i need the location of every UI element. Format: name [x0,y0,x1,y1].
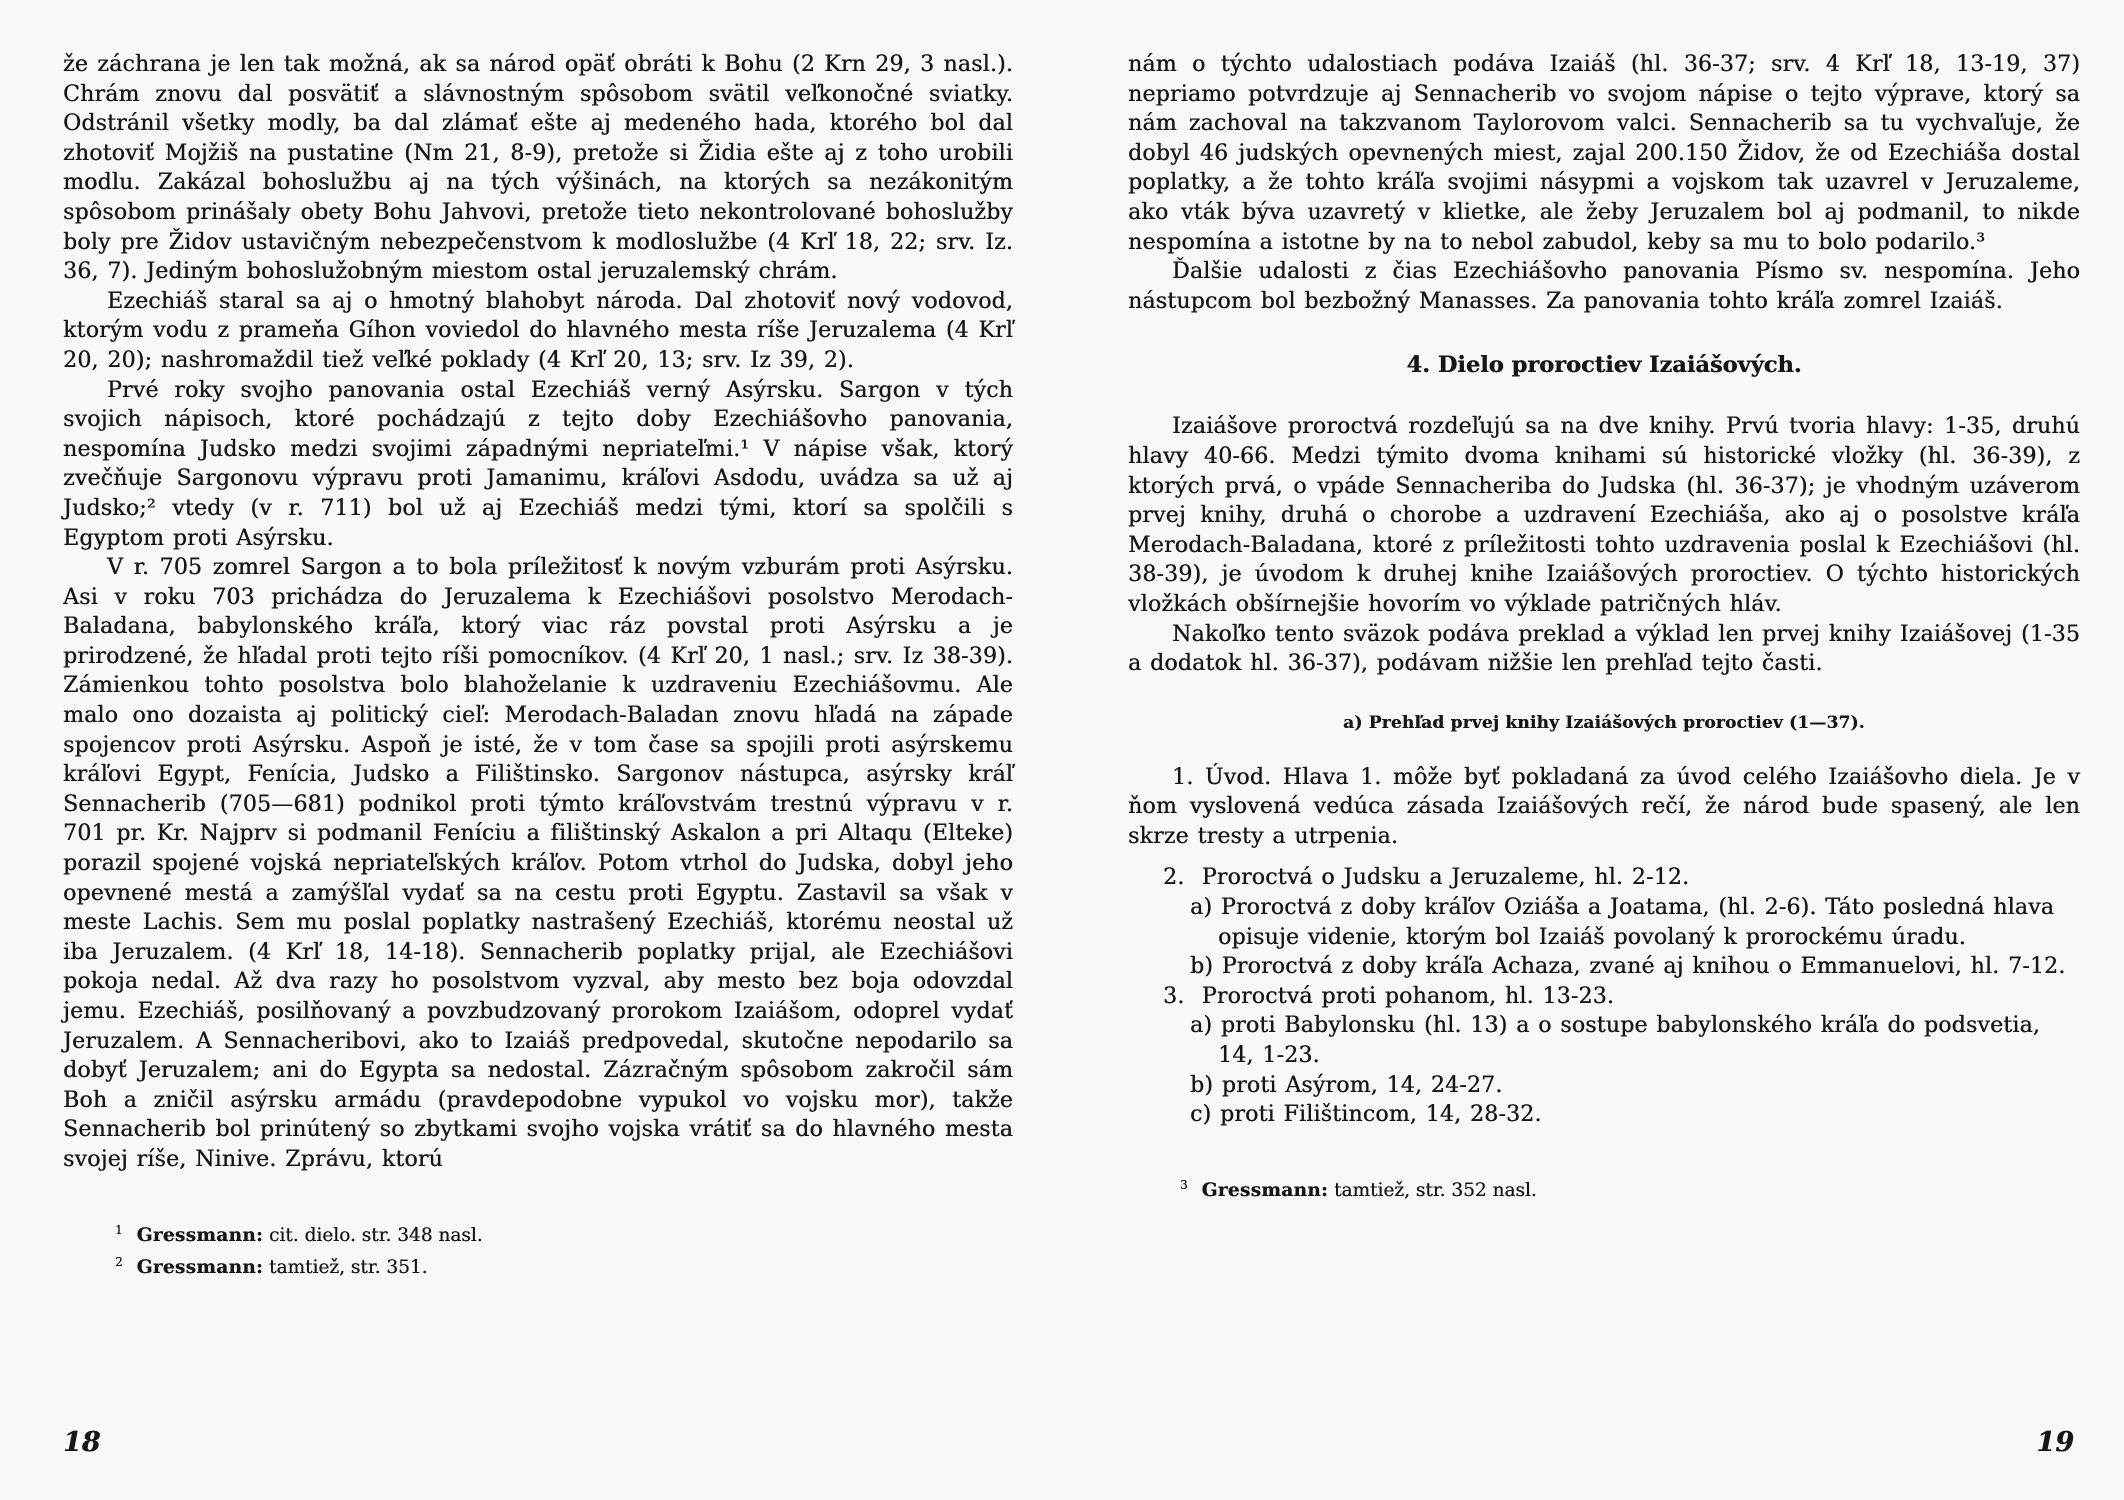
list-item-text: proti Asýrom, 14, 24-27. [1221,1072,1503,1098]
footnote [115,1217,1013,1249]
list-item [1128,1100,2080,1130]
page-number-left: 18 [63,1427,101,1458]
paragraph: Izaiášove proroctvá rozdeľujú sa na dve knihy. Prvú tvoria hlavy: 1-35, druhú hlavy 40-66. Medzi týmito dvoma knihami sú historické vložky (hl. 36-39), z ktorých prvá, o vpáde Sennacheriba do Judska (hl. 36-37); je vhodným uzáverom prvej knihy, druhá o chorobe a uzdravení Ezechiáša, ako aj o posolstve kráľa Merodach-Baladana, ktoré z príležitosti tohto uzdravenia poslal k Ezechiášovi (hl. 38-39), je úvodom k druhej knihe Izaiášových proroctiev. O týchto historických vložkách obšírnejšie hovorím vo výklade patričných hláv. [1128,414,2080,617]
list-item-text: Proroctvá z doby kráľov Oziáša a Joatama, (hl. 2-6). Táto posledná hlava opisuje videnie, ktorým bol Izaiáš povolaný k prorockému úradu. [1218,895,2055,950]
list-item-label: 3. [1163,983,1185,1009]
footnote-marker: 3 [1180,1177,1188,1192]
footnote-author: Gressmann: [1201,1179,1329,1201]
list-item [1128,952,2080,982]
list-item [1128,982,2080,1012]
left-page [63,0,1013,1500]
paragraph: nám o týchto udalostiach podáva Izaiáš (hl. 36-37; srv. 4 Krľ 18, 13-19, 37) nepriamo potvrdzuje aj Sennacherib vo svojom nápise o tejto výprave, ktorý sa nám zachoval na takzvanom Taylorovom valci. Sennacherib sa tu vychvaľuje, že dobyl 46 judských opevnených miest, zajal 200.150 Židov, že od Ezechiáša dostal poplatky, a že tohto kráľa svojimi násypmi a vojskom tak uzavrel v Jeruzaleme, ako vták býva uzavretý v klietke, ale žeby Jeruzalem bol aj podmanil, to nikde nespomína a istotne by na to nebol zabudol, keby sa mu to bolo podarilo.³ [1128,52,2080,255]
right-footnotes [1128,1172,2080,1204]
paragraph: že záchrana je len tak možná, ak sa národ opäť obráti k Bohu (2 Krn 29, 3 nasl.). Chrám znovu dal posvätiť a slávnostným spôsobom svätil veľkonočné sviatky. Odstránil všetky modly, ba dal zlámať ešte aj medeného hada, ktorého bol dal zhotoviť Mojžiš na pustatine (Nm 21, 8-9), pretože si Židia ešte aj z toho urobili modlu. Zakázal bohoslužbu aj na tých výšinách, na ktorých sa nezákonitým spôsobom prinášaly obety Bohu Jahvovi, pretože tieto nekontrolované bohoslužby boly pre Židov ustavičným nebezpečenstvom k modloslužbe (4 Krľ 18, 22; srv. Iz. 36, 7). Jediným bohoslužobným miestom ostal jeruzalemský chrám. [63,52,1013,285]
paragraph: Prvé roky svojho panovania ostal Ezechiáš verný Asýrsku. Sargon v tých svojich nápisoch, ktoré pochádzajú z tejto doby Ezechiášovho panovania, nespomína Judsko medzi svojimi západnými nepriateľmi.¹ V nápise však, ktorý zvečňuje Sargonovu výpravu proti Jamanimu, kráľovi Asdodu, uvádza sa už aj Judsko;² vtedy (v r. 711) bol už aj Ezechiáš medzi tými, ktorí sa spolčili s Egyptom proti Asýrsku. [63,377,1013,551]
footnote-marker: 1 [115,1222,123,1237]
list-item-text: Proroctvá proti pohanom, hl. 13-23. [1201,983,1615,1009]
list-item-text: Proroctvá z doby kráľa Achaza, zvané aj knihou o Emmanuelovi, hl. 7-12. [1221,954,2066,980]
list-item [1128,893,2080,952]
footnote-text: tamtiež, str. 351. [268,1256,428,1278]
list-item-label: a) [1190,1013,1213,1039]
footnote-author: Gressmann: [136,1256,264,1278]
left-page-body [63,0,1013,1175]
footnote [115,1249,1013,1281]
paragraph: Nakoľko tento sväzok podáva preklad a výklad len prvej knihy Izaiášovej (1-35 a dodatok hl. 36-37), podávam nižšie len prehľad tejto časti. [1128,621,2080,677]
footnote-text: tamtiež, str. 352 nasl. [1333,1179,1537,1201]
list-item-label: c) [1190,1102,1212,1128]
subsection-heading: a) Prehľad prvej knihy Izaiášových proroctiev (1—37). [1343,712,1865,733]
list-item-label: 2. [1163,865,1185,891]
list-item-label: a) [1190,895,1213,921]
paragraph: Ezechiáš staral sa aj o hmotný blahobyt národa. Dal zhotoviť nový vodovod, ktorým vodu z prameňa Gíhon voviedol do hlavného mesta ríše Jeruzalema (4 Krľ 20, 20); nashromaždil tiež veľké poklady (4 Krľ 20, 13; srv. Iz 39, 2). [63,288,1013,373]
footnote-marker: 2 [115,1254,123,1269]
list-item-text: proti Babylonsku (hl. 13) a o sostupe babylonského kráľa do podsvetia, 14, 1-23. [1218,1013,2040,1069]
page-number-right: 19 [2036,1427,2074,1458]
paragraph: V r. 705 zomrel Sargon a to bola príležitosť k novým vzburám proti Asýrsku. Asi v roku 703 prichádza do Jeruzalema k Ezechiášovi posolstvo Merodach-Baladana, babylonského kráľa, ktorý viac ráz povstal proti Asýrsku a je prirodzené, že hľadal proti tejto ríši pomocníkov. (4 Krľ 20, 1 nasl.; srv. Iz 38-39). Zámienkou tohto posolstva bolo blahoželanie k uzdraveniu Ezechiášovmu. Ale malo ono dozaista aj politický cieľ: Merodach-Baladan znovu hľadá na západe spojencov proti Asýrsku. Aspoň je isté, že v tom čase sa spojili proti asýrskemu kráľovi Egypt, Fenícia, Judsko a Filištinsko. Sargonov nástupca, asýrsky kráľ Sennacherib (705—681) podnikol proti týmto kráľovstvám trestnú výpravu v r. 701 pr. Kr. Najprv si podmanil Feníciu a filištinský Askalon a pri Altaqu (Elteke) porazil spojené vojská nepriateľských kráľov. Potom vtrhol do Judska, dobyl jeho opevnené mestá a zamýšľal vydať sa na cestu proti Egyptu. Zastavil sa však v meste Lachis. Sem mu poslal poplatky nastrašený Ezechiáš, ktorému neostal už iba Jeruzalem. (4 Krľ 18, 14-18). Sennacherib poplatky prijal, ale Ezechiášovi pokoja nedal. Až dva razy ho posolstvom vyzval, aby mesto bez boja odovzdal jemu. Ezechiáš, posilňovaný a povzbudzovaný prorokom Izaiášom, odoprel vydať Jeruzalem. A Sennacheribovi, ako to Izaiáš predpovedal, skutočne nepodarilo sa dobyť Jeruzalem; ani do Egypta sa nedostal. Zázračným spôsobom zakročil sám Boh a zničil asýrsku armádu (pravdepodobne vypukol vo vojsku mor), takže Sennacherib bol prinútený so zbytkami svojho vojska vrátiť sa do hlavného mesta svojej ríše, Ninive. Zprávu, ktorú [63,555,1013,1172]
list-item [1128,1071,2080,1101]
left-footnotes [63,1217,1013,1281]
footnote [1180,1172,2080,1204]
footnote-text: cit. dielo. str. 348 nasl. [268,1224,483,1246]
list-intro-item: 1. Úvod. Hlava 1. môže byť pokladaná za úvod celého Izaiášovho diela. Je v ňom vyslovená vedúca zásada Izaiášových rečí, že národ bude spasený, ale len skrze tresty a utrpenia. [1128,764,2080,849]
section-heading: 4. Dielo proroctiev Izaiášových. [1406,352,1802,379]
list-item-label: b) [1190,954,1214,980]
list-item-text: Proroctvá o Judsku a Jeruzaleme, hl. 2-12. [1201,865,1690,891]
paragraph: Ďalšie udalosti z čias Ezechiášovho panovania Písmo sv. nespomína. Jeho nástupcom bol bezbožný Manasses. Za panovania tohto kráľa zomrel Izaiáš. [1128,259,2080,314]
footnote-author: Gressmann: [136,1224,264,1246]
outline-list [1128,863,2080,1129]
list-item-text: proti Filištincom, 14, 28-32. [1220,1102,1542,1128]
list-item-label: b) [1190,1072,1214,1098]
right-page [1128,0,2080,1500]
list-item [1128,863,2080,893]
right-page-body [1128,0,2080,1130]
list-item [1128,1011,2080,1070]
